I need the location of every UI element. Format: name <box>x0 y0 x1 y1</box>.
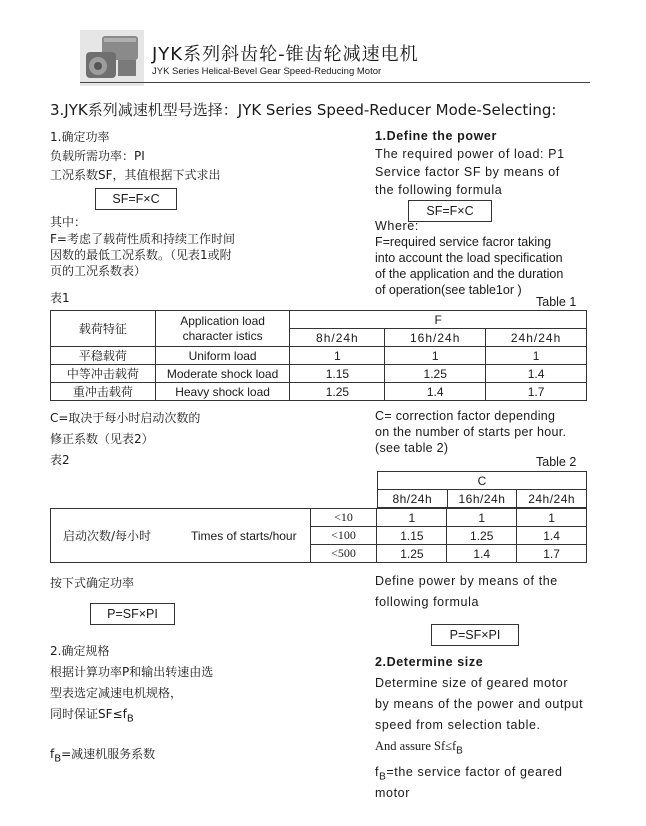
right-fb-pre: f <box>375 765 380 779</box>
table2-cell: 1 <box>447 509 517 527</box>
table1-header-en-line2: character istics <box>182 328 263 343</box>
left-f-def-2: 因数的最低工况系数。（见表1或附 <box>50 248 232 262</box>
left-p2-line3-sub: B <box>126 713 134 725</box>
right-p2-heading: 2.Determine size <box>375 655 484 669</box>
table-row <box>51 509 587 527</box>
right-power-line2: following formula <box>375 595 479 609</box>
right-fb-rest2: motor <box>375 786 410 800</box>
table2-cell: 1.25 <box>377 545 447 563</box>
table1-header-en-line1: Application load <box>180 313 265 328</box>
right-p2-line4-text: And assure Sf≤f <box>375 739 457 753</box>
table2-row-key: <500 <box>310 545 377 563</box>
left-p1-heading: 1.确定功率 <box>50 130 110 144</box>
right-formula2-box: P=SF×PI <box>431 624 519 646</box>
right-f-def-2: into account the load specification <box>375 251 563 265</box>
left-fb-def <box>50 746 155 767</box>
table2-col-header: 24h/24h <box>517 490 587 508</box>
right-c-def-2: on the number of starts per hour. <box>375 425 567 439</box>
left-p2-line3 <box>50 706 134 727</box>
table2-cell: 1 <box>517 509 587 527</box>
table1-cell: 1 <box>290 347 385 365</box>
table-row <box>51 347 587 365</box>
table1-cell: 1.4 <box>486 365 587 383</box>
left-table2-label: 表2 <box>50 453 70 467</box>
table1-row-cn: 中等冲击载荷 <box>51 365 156 383</box>
table2-row-key: <10 <box>310 509 377 527</box>
table2-cell: 1.25 <box>447 527 517 545</box>
table2-label-en: Times of starts/hour <box>191 529 297 543</box>
table1-row-en: Uniform load <box>155 347 290 365</box>
left-fb-rest: =减速机服务系数 <box>61 747 156 761</box>
left-p2-line3-text: 同时保证SF≤f <box>50 707 127 721</box>
left-f-def-1: F=考虑了载荷性质和持续工作时间 <box>50 232 235 246</box>
right-f-def-1: F=required service facror taking <box>375 235 552 249</box>
table1-cell: 1.7 <box>486 383 587 401</box>
right-p2-line4-sub: B <box>456 745 463 757</box>
right-fb-sub: B <box>379 771 387 783</box>
table1-cell: 1.15 <box>290 365 385 383</box>
table1-header-cn: 载荷特征 <box>51 311 156 347</box>
left-p2-heading: 2.确定规格 <box>50 644 110 658</box>
left-fb-sub: B <box>54 753 62 765</box>
left-p2-line1: 根据计算功率P和输出转速由选 <box>50 665 214 679</box>
table1-cell: 1.25 <box>385 365 486 383</box>
header-divider <box>80 82 590 83</box>
right-where-label: Where: <box>375 219 419 233</box>
right-table1-label: Table 1 <box>536 295 577 309</box>
table1 <box>50 310 587 401</box>
right-p1-line2: Service factor SF by means of <box>375 165 560 179</box>
right-p2-line4 <box>375 738 463 760</box>
table2-row-key: <100 <box>310 527 377 545</box>
table-row <box>51 365 587 383</box>
section-title: 3.JYK系列减速机型号选择：JYK Series Speed-Reducer Mode-Selecting: <box>50 101 557 119</box>
table2-cell: 1.15 <box>377 527 447 545</box>
table2-header <box>377 471 587 508</box>
left-formula2-box: P=SF×PI <box>90 603 175 625</box>
right-p2-line1: Determine size of geared motor <box>375 676 569 690</box>
right-fb-rest: =the service factor of geared <box>386 765 563 779</box>
table1-col-header: 16h/24h <box>385 329 486 347</box>
right-fb-def <box>375 764 563 786</box>
table2 <box>50 508 587 563</box>
table-row <box>51 383 587 401</box>
header-title-cn: JYK系列斜齿轮-锥齿轮减速电机 <box>152 44 419 65</box>
left-f-def-3: 页的工况系数表） <box>50 264 147 278</box>
table2-label <box>51 509 311 563</box>
left-fb-pre: f <box>50 747 55 761</box>
table2-cell: 1.4 <box>447 545 517 563</box>
table2-col-header: 8h/24h <box>378 490 448 508</box>
right-table2-label: Table 2 <box>536 455 577 469</box>
left-c-def-1: C=取决于每小时启动次数的 <box>50 411 201 425</box>
left-formula1-box: SF=F×C <box>95 188 177 210</box>
left-power-line: 按下式确定功率 <box>50 576 135 590</box>
right-p1-heading: 1.Define the power <box>375 129 497 143</box>
table2-cell: 1.4 <box>517 527 587 545</box>
left-p1-line1: 负载所需功率：PI <box>50 149 145 163</box>
right-formula1-box: SF=F×C <box>408 200 492 222</box>
right-power-line1: Define power by means of the <box>375 574 558 588</box>
right-c-def-3: (see table 2) <box>375 441 449 455</box>
table1-row-cn: 平稳载荷 <box>51 347 156 365</box>
table2-cell: 1.7 <box>517 545 587 563</box>
right-f-def-4: of operation(see table1or ) <box>375 283 522 297</box>
table1-cell: 1 <box>486 347 587 365</box>
table2-cell: 1 <box>377 509 447 527</box>
right-c-def-1: C= correction factor depending <box>375 409 556 423</box>
header-title-en: JYK Series Helical-Bevel Gear Speed-Reducing Motor <box>152 66 382 77</box>
table1-header-en <box>155 311 290 347</box>
table1-header-f: F <box>290 311 587 329</box>
right-p2-line3: speed from selection table. <box>375 718 541 732</box>
table1-row-en: Moderate shock load <box>155 365 290 383</box>
right-p2-line2: by means of the power and output <box>375 697 584 711</box>
table1-cell: 1.25 <box>290 383 385 401</box>
left-table1-label: 表1 <box>50 291 70 305</box>
left-p2-line2: 型表选定减速电机规格， <box>50 686 183 700</box>
table2-label-cn: 启动次数/每小时 <box>63 529 152 543</box>
table2-col-header: 16h/24h <box>447 490 517 508</box>
table1-row-cn: 重冲击载荷 <box>51 383 156 401</box>
gear-motor-logo <box>80 30 144 86</box>
table1-row-en: Heavy shock load <box>155 383 290 401</box>
table2-header-c: C <box>378 472 587 490</box>
table1-col-header: 24h/24h <box>486 329 587 347</box>
right-p1-line1: The required power of load: P1 <box>375 147 565 161</box>
table1-col-header: 8h/24h <box>290 329 385 347</box>
left-where-label: 其中： <box>50 215 87 229</box>
left-c-def-2: 修正系数（见表2） <box>50 432 154 446</box>
right-f-def-3: of the application and the duration <box>375 267 564 281</box>
left-p1-line2: 工况系数SF，其值根据下式求出 <box>50 168 221 182</box>
right-p1-line3: the following formula <box>375 183 503 197</box>
table1-cell: 1 <box>385 347 486 365</box>
table1-cell: 1.4 <box>385 383 486 401</box>
